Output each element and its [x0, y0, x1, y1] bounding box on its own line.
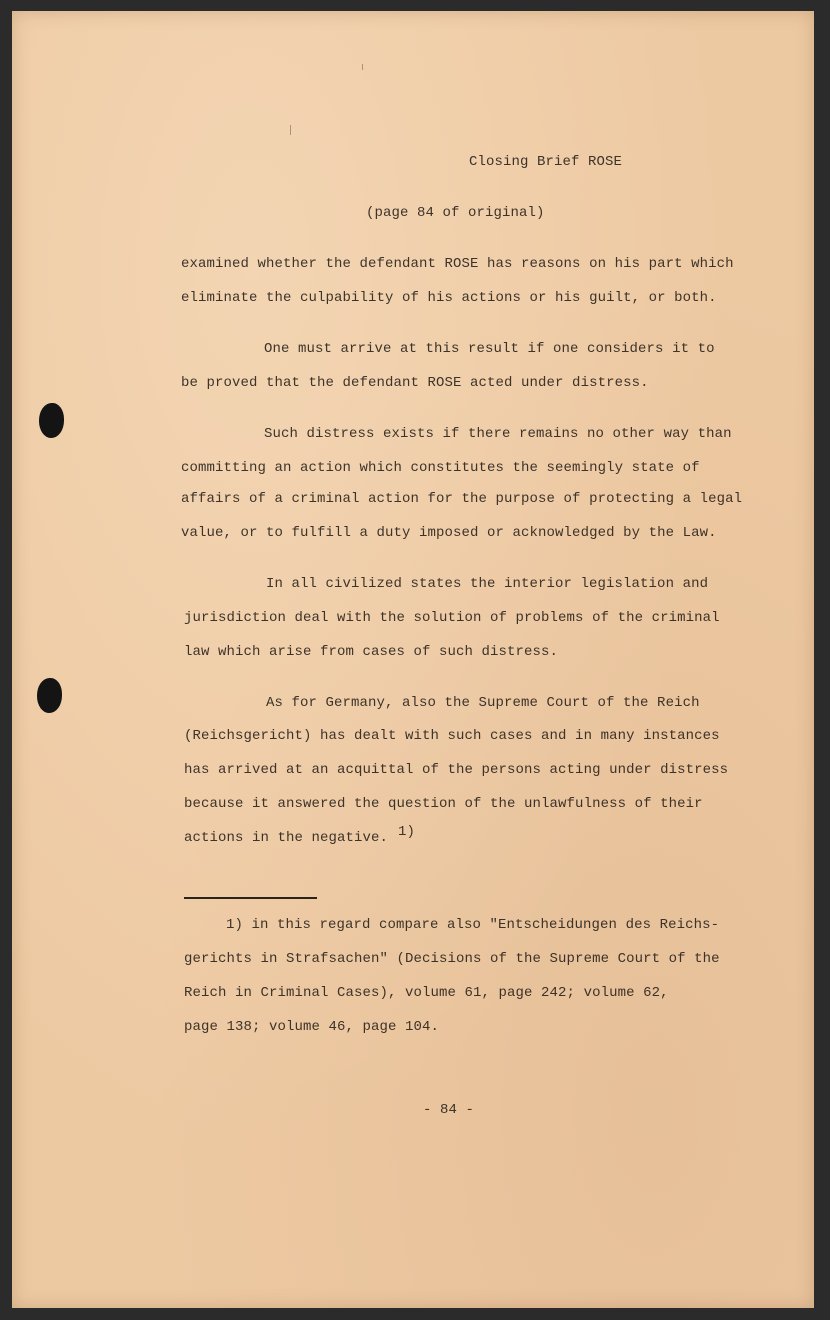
paper-speck: [362, 64, 363, 70]
footnote-separator: [184, 897, 317, 899]
body-line: (Reichsgericht) has dealt with such cases and in many instances: [184, 728, 720, 744]
page-reference: (page 84 of original): [366, 205, 545, 221]
page-number: - 84 -: [423, 1102, 475, 1118]
paper-speck: [290, 125, 291, 135]
body-line: One must arrive at this result if one considers it to: [264, 341, 715, 357]
body-line: committing an action which constitutes the seemingly state of: [181, 460, 700, 476]
body-line: In all civilized states the interior legislation and: [266, 576, 709, 592]
body-line: Such distress exists if there remains no other way than: [264, 426, 732, 442]
body-line: be proved that the defendant ROSE acted under distress.: [181, 375, 649, 391]
footnote-line: page 138; volume 46, page 104.: [184, 1019, 440, 1035]
punch-hole-bottom: [37, 678, 62, 713]
body-line: because it answered the question of the unlawfulness of their: [184, 796, 703, 812]
footnote-line: 1) in this regard compare also "Entscheidungen des Reichs-: [226, 917, 720, 933]
body-line: eliminate the culpability of his actions or his guilt, or both.: [181, 290, 717, 306]
footnote-line: gerichts in Strafsachen" (Decisions of the Supreme Court of the: [184, 951, 720, 967]
footnote-line: Reich in Criminal Cases), volume 61, page 242; volume 62,: [184, 985, 669, 1001]
body-line: value, or to fulfill a duty imposed or acknowledged by the Law.: [181, 525, 717, 541]
footnote-marker: 1): [398, 824, 416, 840]
body-line: affairs of a criminal action for the purpose of protecting a legal: [181, 491, 743, 507]
body-line: examined whether the defendant ROSE has reasons on his part which: [181, 256, 734, 272]
body-line: jurisdiction deal with the solution of problems of the criminal: [184, 610, 720, 626]
body-line: has arrived at an acquittal of the persons acting under distress: [184, 762, 729, 778]
body-line: law which arise from cases of such distress.: [184, 644, 559, 660]
body-line: actions in the negative.: [184, 830, 389, 846]
document-title: Closing Brief ROSE: [469, 154, 623, 170]
punch-hole-top: [39, 403, 64, 438]
body-line: As for Germany, also the Supreme Court of the Reich: [266, 695, 700, 711]
